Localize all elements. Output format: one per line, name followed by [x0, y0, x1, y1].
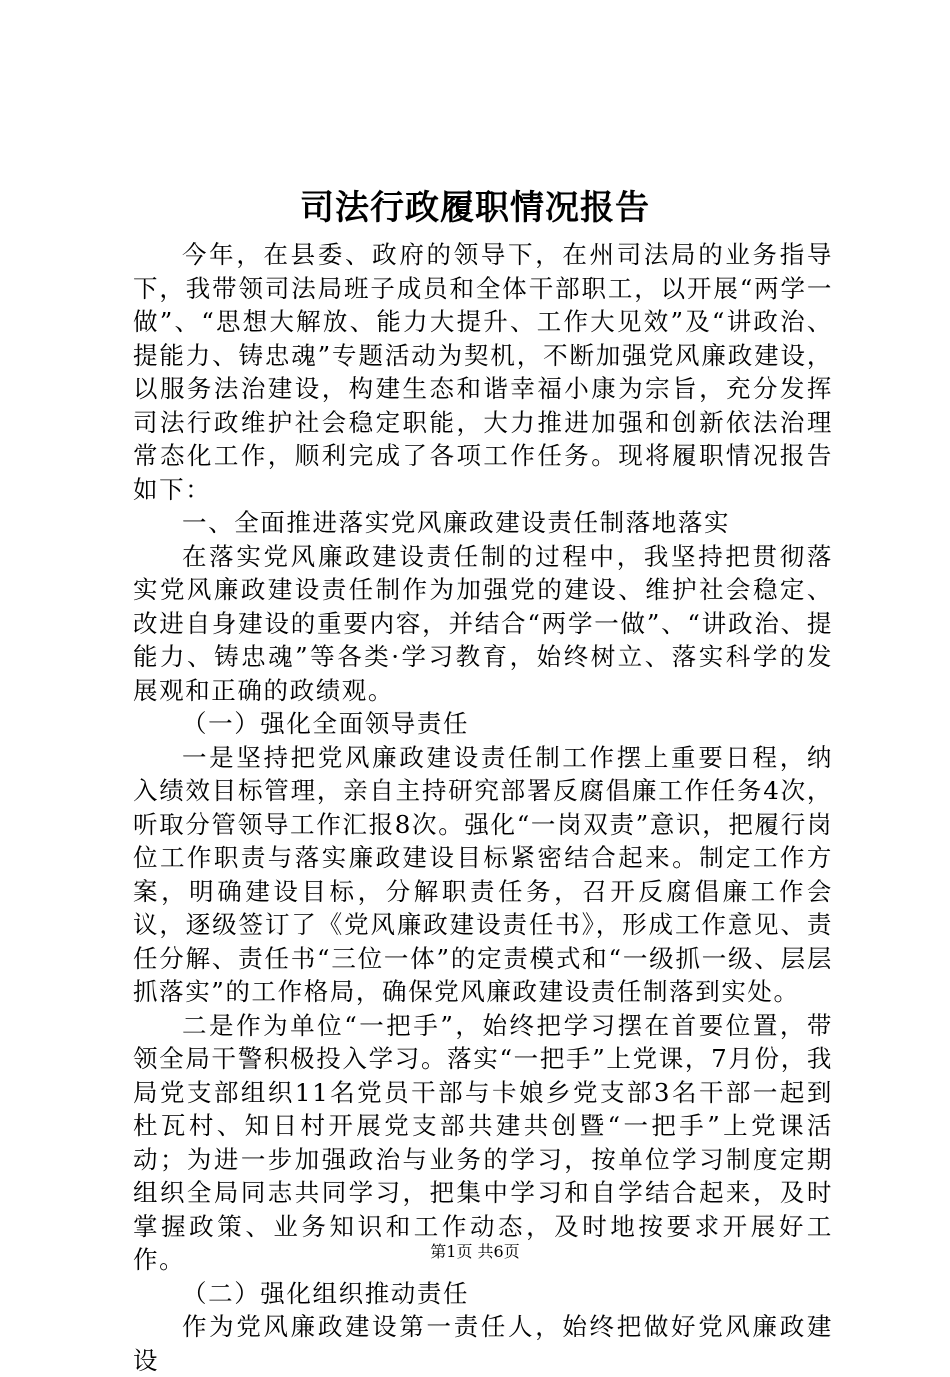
subsection-1-paragraph-1: 一是坚持把党风廉政建设责任制工作摆上重要日程，纳入绩效目标管理，亲自主持研究部署反腐倡廉工作任务4次，听取分管领导工作汇报8次。强化“一岗双责”意识，把履行岗位工作职责与落实廉政建设目标紧密结合起来。制定工作方案，明确建设目标，分解职责任务，召开反腐倡廉工作会议，逐级签订了《党风廉政建设责任书》，形成工作意见、责任分解、责任书“三位一体”的定责模式和“一级抓一级、层层抓落实”的工作格局，确保党风廉政建设责任制落到实处。: [133, 742, 833, 1006]
section-heading-1: 一、全面推进落实党风廉政建设责任制落地落实: [182, 508, 731, 537]
subsection-2-paragraph-1: 作为党风廉政建设第一责任人，始终把做好党风廉政建设: [133, 1312, 833, 1375]
intro-paragraph: 今年，在县委、政府的领导下，在州司法局的业务指导下，我带领司法局班子成员和全体干部职工，以开展“两学一做”、“思想大解放、能力大提升、工作大见效”及“讲政治、提能力、铸忠魂”专题活动为契机，不断加强党风廉政建设，以服务法治建设，构建生态和谐幸福小康为宗旨，充分发挥司法行政维护社会稳定职能，大力推进加强和创新依法治理常态化工作，顺利完成了各项工作任务。现将履职情况报告如下：: [133, 240, 833, 504]
subsection-heading-1: （一）强化全面领导责任: [182, 709, 470, 738]
page-number-footer: 第1页 共6页: [430, 1242, 520, 1261]
subsection-1-paragraph-2: 二是作为单位“一把手”，始终把学习摆在首要位置，带领全局干警积极投入学习。落实“一把手”上党课，7月份，我局党支部组织11名党员干部与卡娘乡党支部3名干部一起到杜瓦村、知日村开展党支部共建共创暨“一把手”上党课活动；为进一步加强政治与业务的学习，按单位学习制度定期组织全局同志共同学习，把集中学习和自学结合起来，及时掌握政策、业务知识和工作动态，及时地按要求开展好工作。: [133, 1010, 833, 1274]
subsection-heading-2: （二）强化组织推动责任: [182, 1278, 470, 1308]
document-body: [133, 238, 833, 1377]
section-1-paragraph: 在落实党风廉政建设责任制的过程中，我坚持把贯彻落实党风廉政建设责任制作为加强党的建设、维护社会稳定、改进自身建设的重要内容，并结合“两学一做”、“讲政治、提能力、铸忠魂”等各类·学习教育，始终树立、落实科学的发展观和正确的政绩观。: [133, 541, 833, 705]
document-title: 司法行政履职情况报告: [300, 188, 650, 228]
